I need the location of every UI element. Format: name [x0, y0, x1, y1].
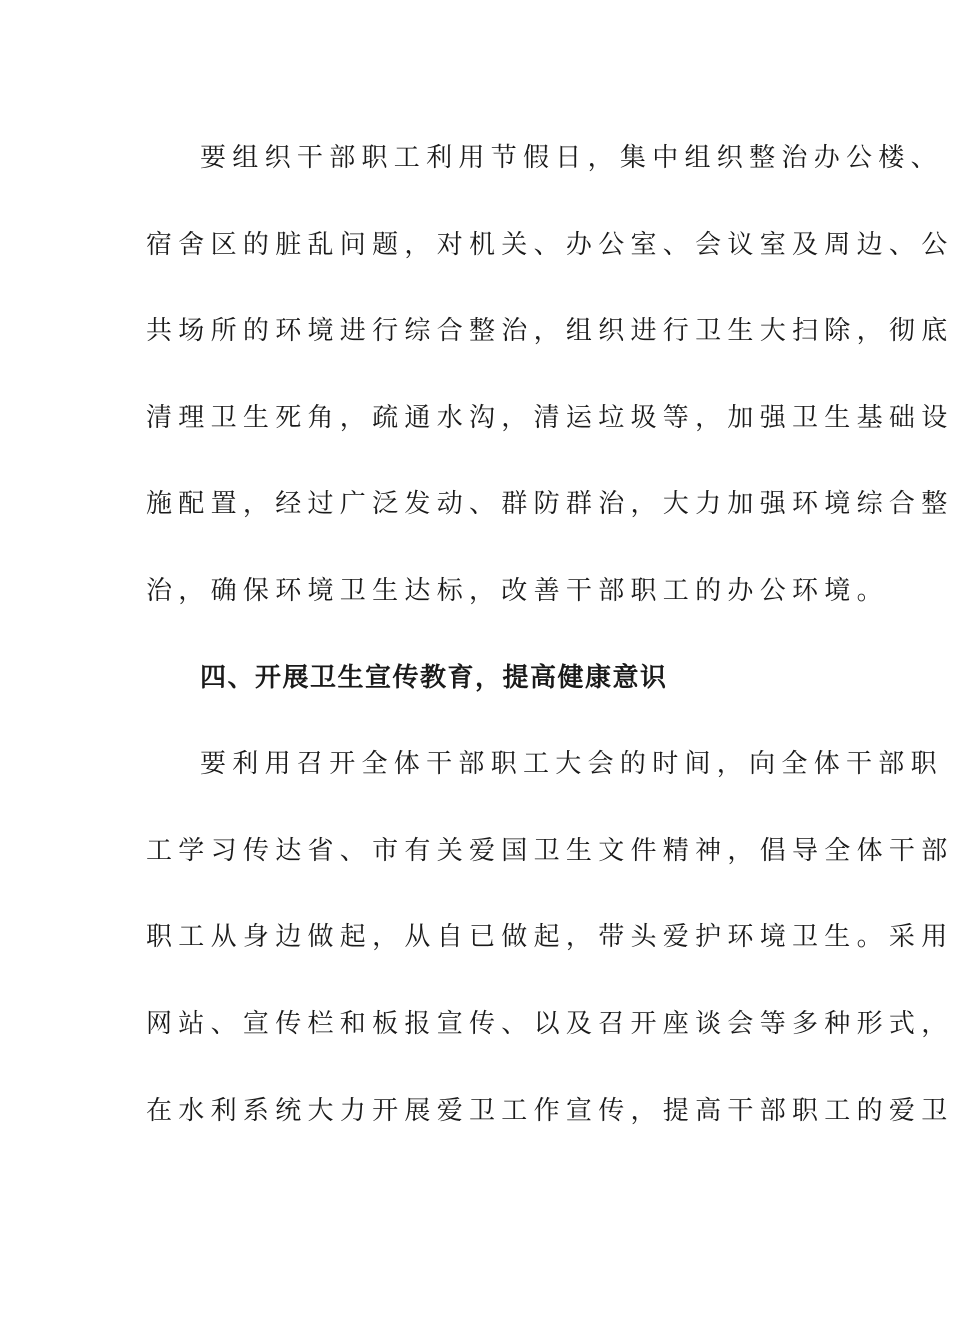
paragraph-line: 施配置，经过广泛发动、群防群治，大力加强环境综合整: [146, 489, 954, 520]
paragraph-line: 宿舍区的脏乱问题，对机关、办公室、会议室及周边、公: [146, 229, 954, 260]
section-heading: 四、开展卫生宣传教育，提高健康意识: [200, 662, 668, 693]
paragraph-line: 治，确保环境卫生达标，改善干部职工的办公环境。: [146, 575, 889, 606]
paragraph-line: 在水利系统大力开展爱卫工作宣传，提高干部职工的爱卫: [146, 1095, 954, 1126]
paragraph-line: 要组织干部职工利用节假日，集中组织整治办公楼、: [200, 143, 943, 173]
paragraph-health-education: [146, 734, 954, 1167]
paragraph-environment-rectification: [146, 128, 954, 648]
paragraph-line: 职工从身边做起，从自已做起，带头爱护环境卫生。采用: [146, 922, 954, 953]
paragraph-line: 要利用召开全体干部职工大会的时间，向全体干部职: [200, 749, 943, 780]
paragraph-line: 共场所的环境进行综合整治，组织进行卫生大扫除，彻底: [146, 316, 954, 347]
paragraph-line: 网站、宣传栏和板报宣传、以及召开座谈会等多种形式，: [146, 1008, 954, 1039]
paragraph-line: 工学习传达省、市有关爱国卫生文件精神，倡导全体干部: [146, 835, 954, 866]
document-page: [146, 128, 954, 1167]
paragraph-line: 清理卫生死角，疏通水沟，清运垃圾等，加强卫生基础设: [146, 402, 954, 433]
